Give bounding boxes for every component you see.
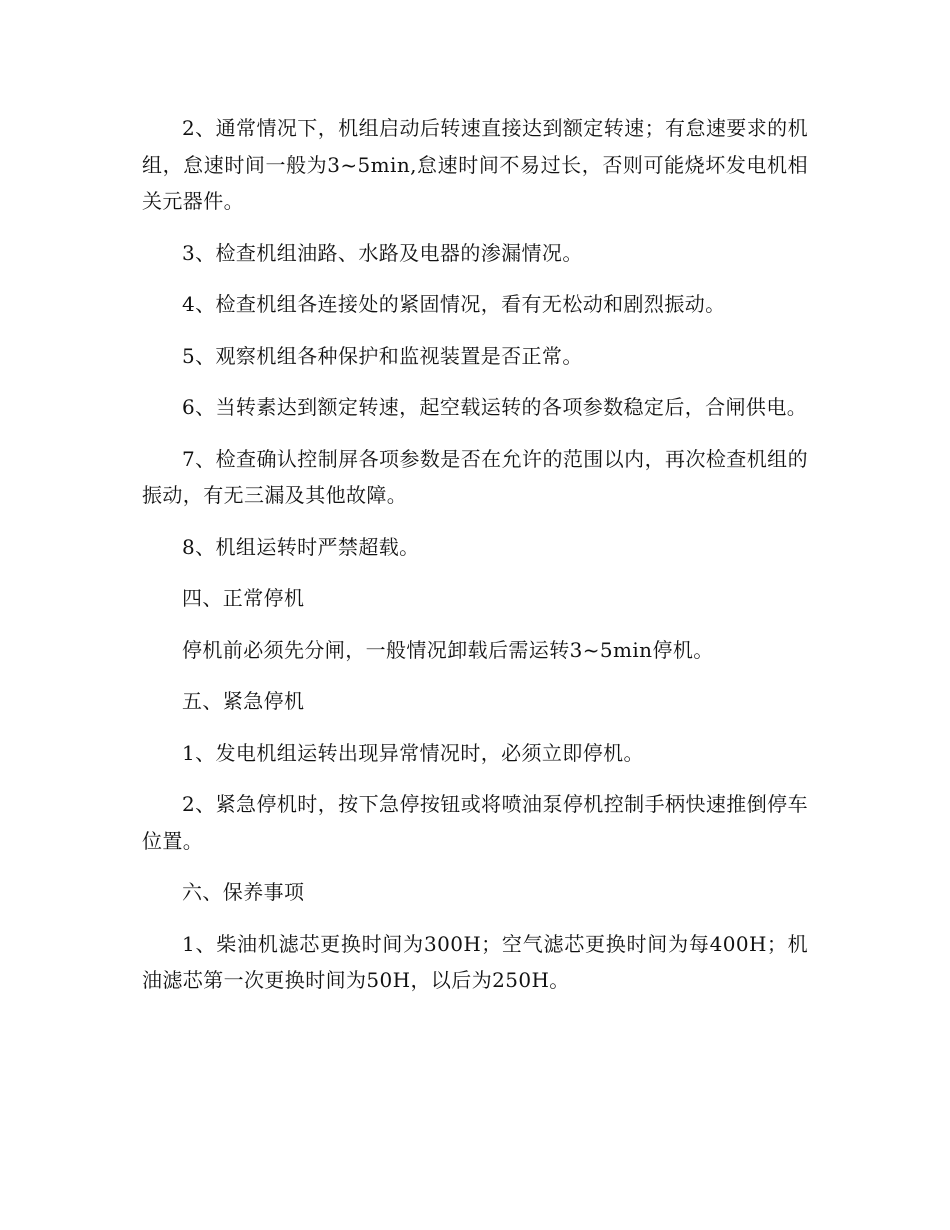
paragraph-no-overload: 8、机组运转时严禁超载。 — [182, 534, 420, 559]
paragraph-protection-check: 5、观察机组各种保护和监视装置是否正常。 — [182, 343, 583, 368]
document-body — [142, 110, 808, 1014]
paragraph-leak-check: 3、检查机组油路、水路及电器的渗漏情况。 — [182, 240, 583, 265]
paragraph-fastening-check: 4、检查机组各连接处的紧固情况，看有无松动和剧烈振动。 — [182, 292, 726, 316]
paragraph-idle-speed: 2、通常情况下，机组启动后转速直接达到额定转速；有怠速要求的机组，怠速时间一般为3~5min,怠速时间不易过长，否则可能烧坏发电机相关元器件。 — [142, 116, 808, 213]
section-heading-normal-stop: 四、正常停机 — [182, 586, 305, 610]
paragraph-maintenance-filters: 1、柴油机滤芯更换时间为300H；空气滤芯更换时间为每400H；机油滤芯第一次更换时间为50H，以后为250H。 — [142, 931, 808, 992]
section-heading-maintenance: 六、保养事项 — [182, 880, 305, 904]
paragraph-close-switch: 6、当转素达到额定转速，起空载运转的各项参数稳定后，合闸供电。 — [182, 395, 808, 419]
paragraph-normal-stop: 停机前必须先分闸，一般情况卸载后需运转3~5min停机。 — [182, 637, 714, 662]
paragraph-emergency-stop-1: 1、发电机组运转出现异常情况时，必须立即停机。 — [182, 740, 644, 765]
section-heading-emergency-stop: 五、紧急停机 — [182, 689, 305, 713]
paragraph-emergency-stop-2: 2、紧急停机时，按下急停按钮或将喷油泵停机控制手柄快速推倒停车位置。 — [142, 792, 808, 853]
paragraph-control-panel-check: 7、检查确认控制屏各项参数是否在允许的范围以内，再次检查机组的振动，有无三漏及其他故障。 — [142, 446, 808, 507]
